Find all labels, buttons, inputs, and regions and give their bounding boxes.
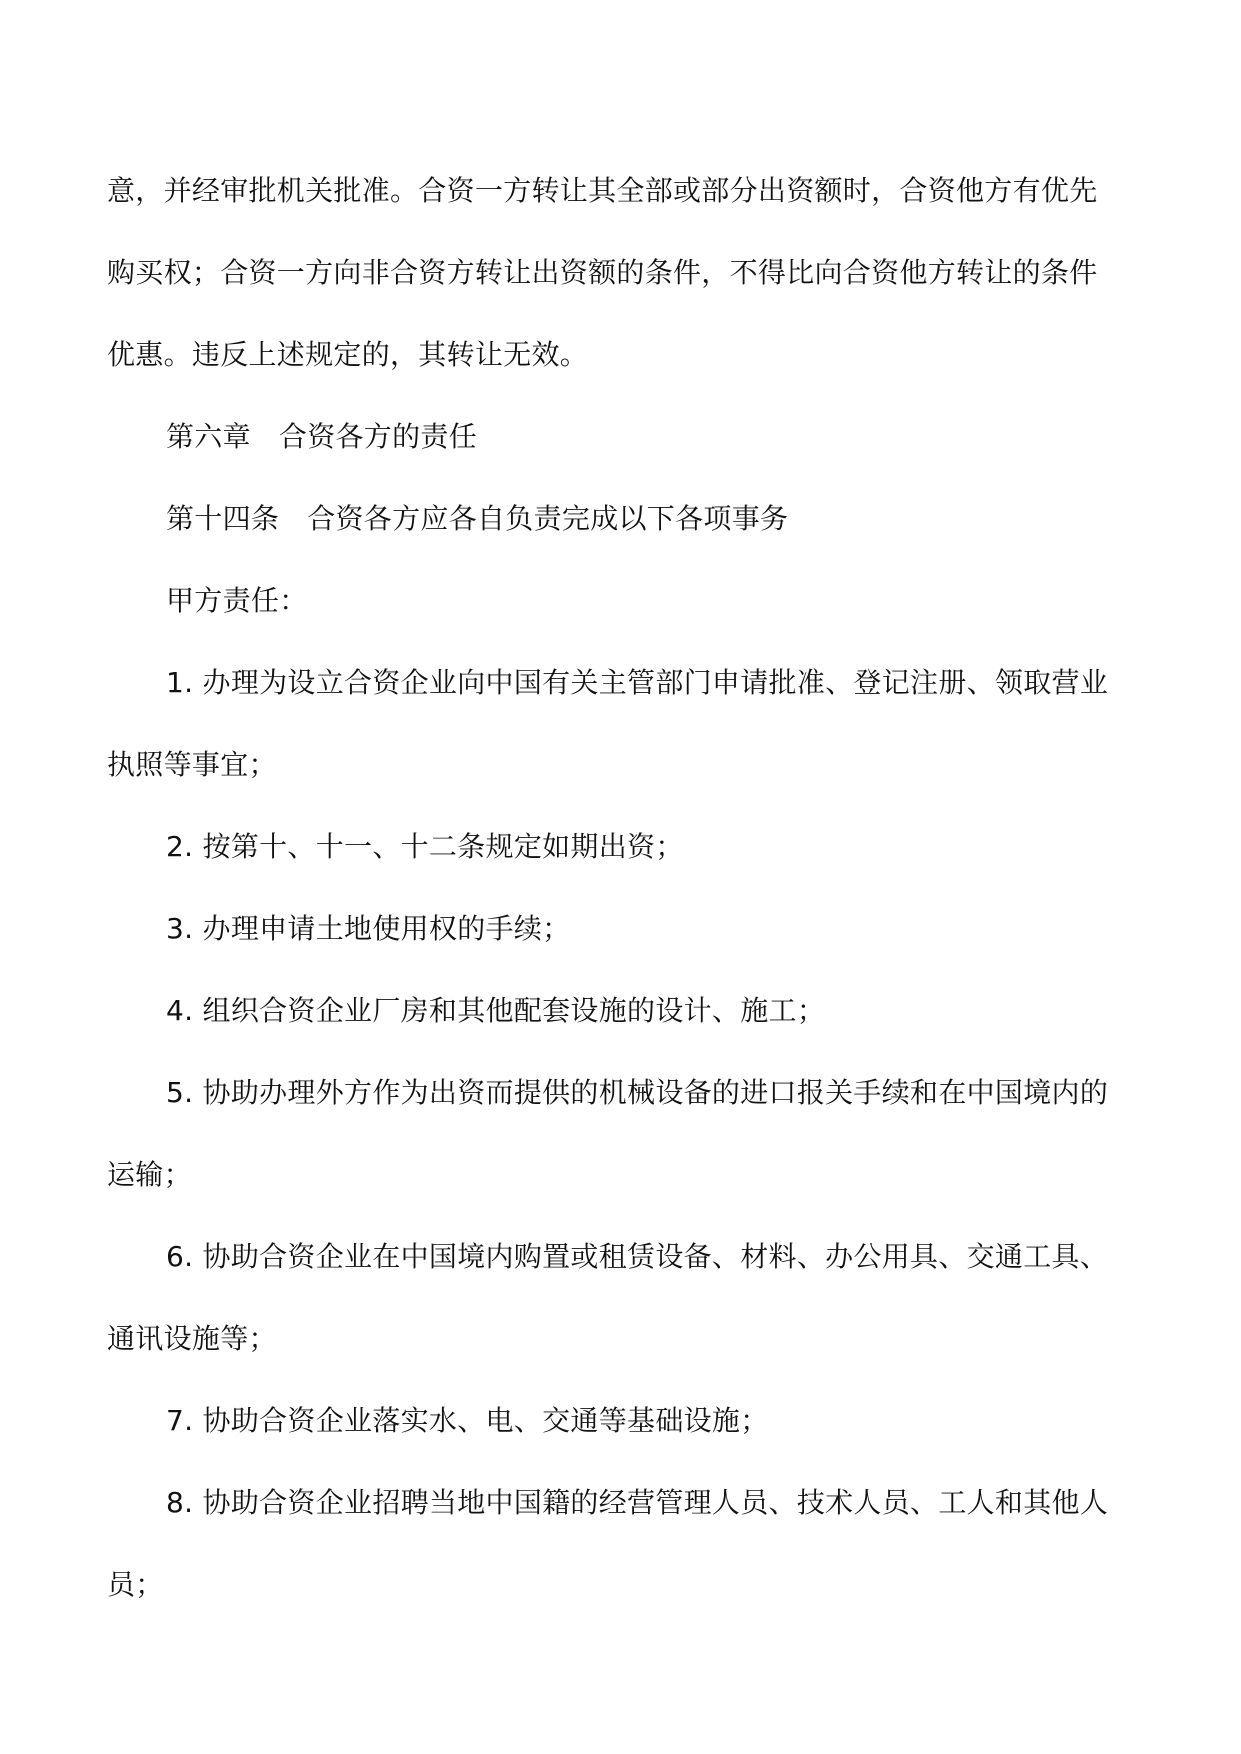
list-item-5-continued: 运输；	[107, 1158, 192, 1191]
list-item-1: 1. 办理为设立合资企业向中国有关主管部门申请批准、登记注册、领取营业	[166, 666, 1109, 699]
list-item-1-continued: 执照等事宜；	[107, 748, 277, 781]
list-item-3: 3. 办理申请土地使用权的手续；	[166, 912, 571, 945]
party-a-heading: 甲方责任：	[166, 584, 308, 617]
document-body	[107, 163, 1137, 1639]
chapter-number: 第六章	[166, 420, 251, 453]
list-item-4: 4. 组织合资企业厂房和其他配套设施的设计、施工；	[166, 994, 826, 1027]
article-number: 第十四条	[166, 502, 280, 535]
list-item-5: 5. 协助办理外方作为出资而提供的机械设备的进口报关手续和在中国境内的	[166, 1076, 1109, 1109]
paragraph-line: 意，并经审批机关批准。合资一方转让其全部或部分出资额时，合资他方有优先	[107, 174, 1098, 207]
paragraph-line: 购买权；合资一方向非合资方转让出资额的条件，不得比向合资他方转让的条件	[107, 256, 1098, 289]
list-item-8-continued: 员；	[107, 1568, 164, 1601]
list-item-2: 2. 按第十、十一、十二条规定如期出资；	[166, 830, 684, 863]
article-title: 合资各方应各自负责完成以下各项事务	[307, 502, 789, 535]
list-item-6-continued: 通讯设施等；	[107, 1322, 277, 1355]
list-item-7: 7. 协助合资企业落实水、电、交通等基础设施；	[166, 1404, 769, 1437]
list-item-6: 6. 协助合资企业在中国境内购置或租赁设备、材料、办公用具、交通工具、	[166, 1240, 1109, 1273]
list-item-8: 8. 协助合资企业招聘当地中国籍的经营管理人员、技术人员、工人和其他人	[166, 1486, 1109, 1519]
chapter-heading	[107, 409, 1137, 491]
chapter-title: 合资各方的责任	[278, 420, 478, 453]
article-heading	[107, 491, 1137, 573]
paragraph-line: 优惠。违反上述规定的，其转让无效。	[107, 338, 589, 371]
